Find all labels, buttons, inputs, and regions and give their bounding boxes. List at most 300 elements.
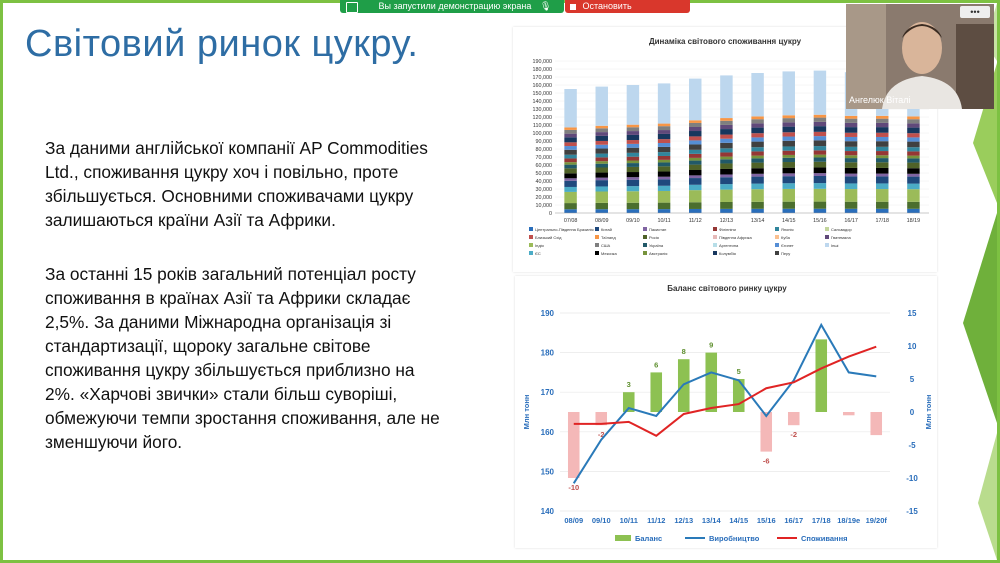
bar-segment xyxy=(720,184,732,190)
legend-swatch xyxy=(775,251,779,255)
legend-swatch xyxy=(775,235,779,239)
bar-segment xyxy=(907,137,919,141)
bar-segment xyxy=(845,127,857,133)
balance-label: 5 xyxy=(736,367,741,376)
bar-segment xyxy=(907,158,919,162)
bar-segment xyxy=(720,121,732,125)
bar-segment xyxy=(720,129,732,135)
balance-label: 3 xyxy=(626,380,631,390)
x-tick-label: 08/09 xyxy=(595,218,609,224)
legend-swatch xyxy=(643,235,647,239)
y-right-tick: 15 xyxy=(907,309,917,318)
bar-segment xyxy=(658,124,670,127)
bar-segment xyxy=(564,146,576,150)
bar-segment xyxy=(564,155,576,159)
bar-segment xyxy=(845,209,857,213)
bar-segment xyxy=(845,176,857,183)
bar-segment xyxy=(783,146,795,150)
bar-segment xyxy=(783,132,795,136)
production-line xyxy=(574,325,877,483)
legend-swatch xyxy=(595,251,599,255)
bar-segment xyxy=(845,119,857,123)
bar-segment xyxy=(876,133,888,137)
bar-segment xyxy=(627,209,639,213)
bar-segment xyxy=(564,130,576,134)
bar-segment xyxy=(814,202,826,209)
bar-segment xyxy=(689,127,701,131)
x-tick-label: 10/11 xyxy=(619,516,638,525)
bar-segment xyxy=(814,150,826,154)
bar-segment xyxy=(689,165,701,170)
bar-segment xyxy=(845,155,857,158)
participant-video[interactable] xyxy=(846,4,994,109)
bar-segment xyxy=(783,115,795,118)
more-options-icon[interactable]: ••• xyxy=(960,6,990,18)
bar-segment xyxy=(564,192,576,203)
balance-bar xyxy=(843,412,855,415)
y-left-tick: 160 xyxy=(540,427,554,437)
bar-segment xyxy=(564,162,576,164)
bar-segment xyxy=(596,149,608,154)
share-active-icon xyxy=(346,2,358,13)
slide-title: Світовий ринок цукру. xyxy=(25,23,419,65)
y-tick-label: 100,000 xyxy=(532,131,552,137)
bar-segment xyxy=(876,183,888,189)
bar-segment xyxy=(658,209,670,213)
x-tick-label: 12/13 xyxy=(674,516,694,525)
y-tick-label: 150,000 xyxy=(532,91,552,97)
bar-segment xyxy=(720,174,732,177)
balance-label: 9 xyxy=(709,340,714,350)
bar-segment xyxy=(596,186,608,191)
paragraph-2: За останні 15 років загальний потенціал росту споживання в країнах Азії та Африки складає 2,5%. За даними Міжнародна організація зі стандартизації, щороку загальне світове споживання цукру збільшується приблизно на 2%. «Харчові звички» стали більш суворіші, обмежуючи темпи зростання споживання, але не зменшуючи його. xyxy=(45,264,440,452)
bar-segment xyxy=(907,184,919,190)
bar-segment xyxy=(783,176,795,183)
bar-segment xyxy=(751,189,763,202)
bar-segment xyxy=(907,128,919,134)
bar-segment xyxy=(876,189,888,202)
bar-segment xyxy=(689,161,701,165)
legend-label: Австралія xyxy=(649,251,668,256)
bar-segment xyxy=(689,178,701,185)
bar-segment xyxy=(751,174,763,177)
balance-bar xyxy=(650,372,662,412)
x-tick-label: 11/12 xyxy=(647,516,666,525)
bar-segment xyxy=(907,151,919,155)
legend-swatch xyxy=(825,243,829,247)
bar-segment xyxy=(564,158,576,162)
bar-segment xyxy=(720,125,732,129)
bar-segment xyxy=(876,151,888,155)
bar-segment xyxy=(658,152,670,156)
bar-segment xyxy=(907,116,919,119)
legend-swatch xyxy=(595,235,599,239)
bar-segment xyxy=(876,123,888,127)
bar-segment xyxy=(876,147,888,151)
x-tick-label: 12/13 xyxy=(719,218,734,224)
legend-label: Куба xyxy=(781,235,790,240)
y-right-tick: 10 xyxy=(907,342,917,351)
y-tick-label: 130,000 xyxy=(532,107,552,113)
bar-segment xyxy=(596,87,608,126)
bar-segment xyxy=(596,173,608,178)
y-tick-label: 80,000 xyxy=(535,147,552,153)
bar-segment xyxy=(720,169,732,175)
bar-segment xyxy=(907,168,919,174)
bar-segment xyxy=(814,115,826,118)
bar-segment xyxy=(564,165,576,169)
y-right-tick: -10 xyxy=(906,474,918,483)
bar-segment xyxy=(658,179,670,185)
bar-segment xyxy=(689,131,701,136)
bar-segment xyxy=(751,184,763,190)
y-tick-label: 60,000 xyxy=(535,163,552,169)
bar-segment xyxy=(627,203,639,209)
legend-swatch xyxy=(529,235,533,239)
bar-segment xyxy=(596,128,608,132)
bar-segment xyxy=(720,159,732,163)
bar-segment xyxy=(596,180,608,186)
bar-segment xyxy=(564,142,576,146)
bar-segment xyxy=(783,158,795,162)
bar-segment xyxy=(783,71,795,115)
legend-label: Близький Схід xyxy=(535,235,562,240)
bar-segment xyxy=(596,154,608,158)
bar-segment xyxy=(596,192,608,203)
bar-segment xyxy=(783,151,795,155)
bar-segment xyxy=(720,177,732,184)
y-right-label: Млн тонн xyxy=(924,394,933,430)
bar-segment xyxy=(720,143,732,149)
legend-swatch xyxy=(529,251,533,255)
bar-segment xyxy=(814,162,826,168)
bar-segment xyxy=(689,175,701,178)
bar-segment xyxy=(876,174,888,177)
y-left-tick: 190 xyxy=(540,309,554,318)
x-tick-label: 07/08 xyxy=(563,218,578,224)
bar-segment xyxy=(627,153,639,157)
bar-segment xyxy=(564,127,576,129)
bar-segment xyxy=(658,126,670,130)
bar-segment xyxy=(658,172,670,177)
chart-title: Динаміка світового споживання цукру xyxy=(648,37,802,46)
bar-segment xyxy=(596,157,608,161)
chart-title: Баланс світового ринку цукру xyxy=(667,284,787,293)
bar-segment xyxy=(658,143,670,147)
legend-swatch xyxy=(713,251,717,255)
stop-share-button[interactable] xyxy=(565,0,690,24)
bar-segment xyxy=(845,189,857,202)
bar-segment xyxy=(627,157,639,161)
legend-label-consumption: Споживання xyxy=(801,534,848,543)
bar-segment xyxy=(814,155,826,158)
bar-segment xyxy=(596,209,608,213)
bar-segment xyxy=(845,202,857,209)
bar-segment xyxy=(720,135,732,139)
bar-segment xyxy=(845,168,857,174)
bar-segment xyxy=(564,209,576,213)
consumption-line xyxy=(574,347,877,436)
bar-segment xyxy=(720,152,732,156)
bar-segment xyxy=(783,209,795,213)
bar-segment xyxy=(627,180,639,186)
bar-segment xyxy=(814,136,826,140)
x-tick-label: 18/19 xyxy=(906,218,921,224)
y-left-label: Млн тонн xyxy=(522,394,531,430)
bar-segment xyxy=(564,187,576,192)
bar-segment xyxy=(689,154,701,158)
bar-segment xyxy=(783,168,795,174)
bar-segment xyxy=(814,118,826,122)
y-tick-label: 70,000 xyxy=(535,155,552,161)
legend-swatch xyxy=(713,227,717,231)
stop-icon xyxy=(570,4,576,10)
legend-label: Єгипет xyxy=(781,243,794,248)
paragraph-1: За даними англійської компанії AP Commodities Ltd., споживання цукру хоч і повільно, проте збільшується. Основними споживачами цукру залишаються країни Азії та Африки. xyxy=(45,138,428,230)
legend-label: Інші xyxy=(831,243,839,248)
bar-segment xyxy=(720,118,732,121)
bar-segment xyxy=(596,132,608,136)
y-right-tick: 5 xyxy=(909,375,915,384)
y-tick-label: 90,000 xyxy=(535,139,552,145)
y-left-tick: 180 xyxy=(540,348,554,358)
bar-segment xyxy=(845,133,857,137)
bar-segment xyxy=(720,190,732,202)
bar-segment xyxy=(596,167,608,172)
x-tick-label: 19/20f xyxy=(865,516,887,525)
x-tick-label: 14/15 xyxy=(782,218,796,224)
bar-segment xyxy=(876,168,888,174)
y-tick-label: 180,000 xyxy=(532,67,552,73)
bar-segment xyxy=(564,134,576,138)
balance-chart xyxy=(515,276,937,548)
balance-label: -6 xyxy=(762,456,770,466)
y-tick-label: 170,000 xyxy=(532,75,552,81)
bar-segment xyxy=(627,140,639,144)
bar-segment xyxy=(907,119,919,123)
bar-segment xyxy=(876,155,888,158)
legend-swatch xyxy=(643,227,647,231)
bar-segment xyxy=(564,181,576,187)
legend-swatch xyxy=(643,243,647,247)
balance-bar xyxy=(760,412,772,452)
balance-bar xyxy=(788,412,800,425)
bar-segment xyxy=(814,132,826,136)
legend-label: Південна Африка xyxy=(719,235,752,240)
balance-label: 8 xyxy=(681,347,686,357)
bar-segment xyxy=(783,127,795,133)
bar-segment xyxy=(876,137,888,141)
balance-label: -2 xyxy=(790,430,798,440)
bar-segment xyxy=(689,150,701,154)
legend-label: Аргентина xyxy=(719,243,739,248)
bar-segment xyxy=(814,176,826,183)
bar-segment xyxy=(689,170,701,175)
bar-segment xyxy=(627,135,639,140)
bar-segment xyxy=(658,166,670,171)
y-right-tick: -15 xyxy=(906,507,918,516)
bar-segment xyxy=(876,158,888,162)
bar-segment xyxy=(658,203,670,209)
bar-segment xyxy=(720,163,732,169)
bar-segment xyxy=(564,137,576,142)
bar-segment xyxy=(627,186,639,191)
stop-share-label: Остановить демонстрацию xyxy=(565,1,632,24)
bar-segment xyxy=(627,144,639,148)
legend-label: Перу xyxy=(781,251,791,256)
bar-segment xyxy=(596,164,608,168)
bar-segment xyxy=(627,131,639,135)
bar-segment xyxy=(751,202,763,209)
x-tick-label: 10/11 xyxy=(657,218,671,224)
bar-segment xyxy=(814,183,826,189)
bar-segment xyxy=(783,162,795,168)
legend-swatch xyxy=(775,243,779,247)
y-tick-label: 120,000 xyxy=(532,115,552,121)
bar-segment xyxy=(783,183,795,189)
x-tick-label: 13/14 xyxy=(750,218,765,224)
bar-segment xyxy=(627,125,639,128)
bar-segment xyxy=(876,162,888,168)
legend-label: Таїланд xyxy=(601,235,616,240)
bar-segment xyxy=(720,148,732,152)
bar-segment xyxy=(845,137,857,141)
bar-segment xyxy=(845,158,857,162)
bar-segment xyxy=(658,134,670,139)
x-tick-label: 15/16 xyxy=(756,516,776,525)
bar-segment xyxy=(564,173,576,178)
bar-segment xyxy=(907,123,919,127)
y-left-tick: 140 xyxy=(540,507,554,516)
bar-segment xyxy=(814,71,826,115)
legend-label: Центрально-Південна Бразилія xyxy=(535,227,594,232)
bar-segment xyxy=(751,163,763,169)
bar-segment xyxy=(564,89,576,127)
bar-segment xyxy=(720,202,732,209)
x-tick-label: 11/12 xyxy=(688,218,702,224)
bar-segment xyxy=(907,156,919,159)
bar-segment xyxy=(689,120,701,123)
legend-swatch xyxy=(713,235,717,239)
bar-segment xyxy=(907,177,919,184)
legend-label: Пакистан xyxy=(649,227,667,232)
bar-segment xyxy=(814,167,826,173)
x-tick-label: 09/10 xyxy=(626,218,640,224)
legend-swatch xyxy=(825,235,829,239)
bar-segment xyxy=(751,133,763,137)
bar-segment xyxy=(814,126,826,132)
y-tick-label: 0 xyxy=(549,211,552,217)
legend-swatch xyxy=(529,243,533,247)
bar-segment xyxy=(689,190,701,202)
bar-segment xyxy=(751,177,763,184)
y-tick-label: 190,000 xyxy=(532,59,552,65)
bar-segment xyxy=(627,177,639,180)
bar-segment xyxy=(596,203,608,209)
bar-segment xyxy=(845,123,857,127)
bar-segment xyxy=(845,151,857,155)
bar-segment xyxy=(658,139,670,143)
legend-label: США xyxy=(601,243,611,248)
legend-label: Колумбія xyxy=(719,251,736,256)
x-tick-label: 14/15 xyxy=(729,516,749,525)
x-tick-label: 08/09 xyxy=(564,516,584,525)
bar-segment xyxy=(907,209,919,213)
bar-segment xyxy=(751,147,763,151)
y-left-tick: 170 xyxy=(540,388,554,398)
bar-segment xyxy=(658,162,670,166)
x-tick-label: 09/10 xyxy=(591,516,611,525)
bar-segment xyxy=(627,85,639,125)
bar-segment xyxy=(564,178,576,180)
bar-segment xyxy=(627,148,639,153)
bar-segment xyxy=(876,116,888,119)
bar-segment xyxy=(627,127,639,131)
y-tick-label: 140,000 xyxy=(532,99,552,105)
legend-swatch xyxy=(595,227,599,231)
bar-segment xyxy=(907,147,919,151)
bar-segment xyxy=(751,156,763,159)
bar-segment xyxy=(907,174,919,177)
bar-segment xyxy=(814,209,826,213)
bar-segment xyxy=(596,126,608,129)
x-tick-label: 16/17 xyxy=(844,218,858,224)
bar-segment xyxy=(845,147,857,151)
bar-segment xyxy=(564,168,576,173)
bar-segment xyxy=(783,173,795,176)
bar-segment xyxy=(751,119,763,123)
participant-name: Ангелюк Віталі xyxy=(849,95,911,105)
x-tick-label: 15/16 xyxy=(813,218,827,224)
bar-segment xyxy=(596,136,608,141)
bar-segment xyxy=(689,158,701,161)
bar-segment xyxy=(876,127,888,133)
bar-segment xyxy=(658,130,670,134)
bar-segment xyxy=(658,160,670,163)
y-tick-label: 160,000 xyxy=(532,83,552,89)
x-tick-label: 18/19e xyxy=(837,516,861,525)
bar-segment xyxy=(845,141,857,147)
legend-label: Індія xyxy=(535,243,544,248)
bar-segment xyxy=(876,141,888,147)
participant-avatar xyxy=(846,4,994,109)
legend-swatch xyxy=(643,251,647,255)
bar-segment xyxy=(658,177,670,180)
legend-swatch xyxy=(595,243,599,247)
bar-segment xyxy=(627,163,639,167)
bar-segment xyxy=(876,176,888,183)
y-tick-label: 110,000 xyxy=(532,123,552,129)
y-left-tick: 150 xyxy=(540,467,554,477)
bar-segment xyxy=(564,150,576,155)
bar-segment xyxy=(689,123,701,127)
bar-segment xyxy=(751,123,763,127)
share-status-pill[interactable] xyxy=(340,0,564,13)
bar-segment xyxy=(907,142,919,148)
bar-segment xyxy=(658,147,670,152)
bar-segment xyxy=(814,173,826,176)
bar-segment xyxy=(689,209,701,213)
bar-segment xyxy=(689,136,701,140)
mic-icon[interactable]: 🎙 xyxy=(540,1,552,11)
bar-segment xyxy=(783,189,795,202)
legend-label: Китай xyxy=(601,227,612,232)
bar-segment xyxy=(783,141,795,147)
legend-label: Японія xyxy=(781,227,794,232)
legend-label: Росія xyxy=(649,235,659,240)
legend-label: Україна xyxy=(649,243,664,248)
legend-swatch-balance xyxy=(615,535,631,541)
